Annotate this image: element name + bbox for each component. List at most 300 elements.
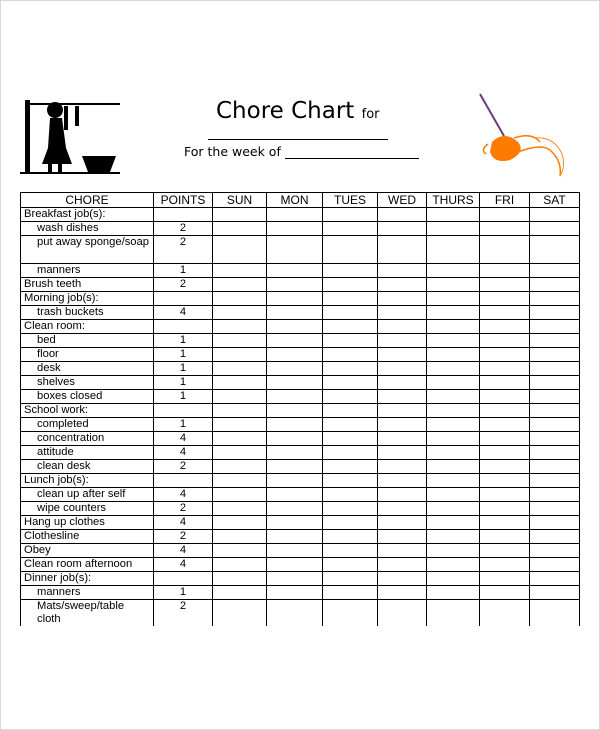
day-cell-tues[interactable]	[323, 558, 378, 572]
day-cell-sat[interactable]	[530, 432, 580, 446]
table-row	[21, 320, 580, 334]
table-row	[21, 222, 580, 236]
day-cell-fri[interactable]	[480, 418, 530, 432]
points-cell: 4	[154, 446, 213, 460]
day-cell-thurs[interactable]	[427, 488, 480, 502]
chore-cell: put away sponge/soap	[21, 236, 154, 264]
table-row	[21, 530, 580, 544]
mop-image	[474, 92, 574, 182]
column-header-wed: WED	[378, 193, 427, 208]
day-cell-mon[interactable]	[267, 432, 323, 446]
day-cell-mon[interactable]	[267, 474, 323, 488]
day-cell-thurs[interactable]	[427, 558, 480, 572]
points-cell: 4	[154, 544, 213, 558]
day-cell-sun[interactable]	[213, 236, 267, 264]
day-cell-mon[interactable]	[267, 502, 323, 516]
day-cell-wed[interactable]	[378, 460, 427, 474]
day-cell-thurs[interactable]	[427, 586, 480, 600]
day-cell-wed[interactable]	[378, 306, 427, 320]
day-cell-wed[interactable]	[378, 278, 427, 292]
points-cell: 4	[154, 558, 213, 572]
chore-cell: manners	[21, 264, 154, 278]
points-cell	[154, 474, 213, 488]
day-cell-fri[interactable]	[480, 334, 530, 348]
day-cell-wed[interactable]	[378, 586, 427, 600]
day-cell-thurs[interactable]	[427, 404, 480, 418]
day-cell-sat[interactable]	[530, 600, 580, 627]
table-row	[21, 208, 580, 222]
day-cell-thurs[interactable]	[427, 320, 480, 334]
day-cell-thurs[interactable]	[427, 502, 480, 516]
day-cell-fri[interactable]	[480, 362, 530, 376]
day-cell-wed[interactable]	[378, 530, 427, 544]
day-cell-wed[interactable]	[378, 236, 427, 264]
points-cell: 1	[154, 348, 213, 362]
day-cell-tues[interactable]	[323, 292, 378, 306]
day-cell-mon[interactable]	[267, 572, 323, 586]
chore-table	[20, 192, 580, 626]
day-cell-sat[interactable]	[530, 404, 580, 418]
chore-cell: School work:	[21, 404, 154, 418]
day-cell-tues[interactable]	[323, 432, 378, 446]
day-cell-fri[interactable]	[480, 530, 530, 544]
points-cell: 1	[154, 264, 213, 278]
points-cell	[154, 208, 213, 222]
points-cell	[154, 320, 213, 334]
chore-cell: Obey	[21, 544, 154, 558]
day-cell-tues[interactable]	[323, 488, 378, 502]
day-cell-wed[interactable]	[378, 334, 427, 348]
points-cell: 2	[154, 278, 213, 292]
points-cell: 4	[154, 306, 213, 320]
day-cell-sun[interactable]	[213, 432, 267, 446]
chore-cell: Lunch job(s):	[21, 474, 154, 488]
day-cell-wed[interactable]	[378, 600, 427, 627]
column-header-sun: SUN	[213, 193, 267, 208]
day-cell-wed[interactable]	[378, 404, 427, 418]
table-row	[21, 404, 580, 418]
table-row	[21, 558, 580, 572]
chore-cell: completed	[21, 418, 154, 432]
day-cell-sat[interactable]	[530, 544, 580, 558]
day-cell-tues[interactable]	[323, 586, 378, 600]
day-cell-sat[interactable]	[530, 446, 580, 460]
day-cell-sat[interactable]	[530, 474, 580, 488]
day-cell-mon[interactable]	[267, 348, 323, 362]
day-cell-fri[interactable]	[480, 460, 530, 474]
points-cell	[154, 404, 213, 418]
name-blank-line[interactable]	[208, 139, 388, 140]
chore-cell: Brush teeth	[21, 278, 154, 292]
page-title	[216, 98, 380, 124]
day-cell-sat[interactable]	[530, 418, 580, 432]
day-cell-sat[interactable]	[530, 558, 580, 572]
day-cell-sat[interactable]	[530, 264, 580, 278]
day-cell-fri[interactable]	[480, 544, 530, 558]
day-cell-thurs[interactable]	[427, 530, 480, 544]
day-cell-tues[interactable]	[323, 222, 378, 236]
table-row	[21, 348, 580, 362]
chore-table-wrapper	[20, 192, 580, 626]
day-cell-wed[interactable]	[378, 264, 427, 278]
day-cell-sun[interactable]	[213, 488, 267, 502]
day-cell-fri[interactable]	[480, 474, 530, 488]
day-cell-wed[interactable]	[378, 348, 427, 362]
day-cell-sun[interactable]	[213, 418, 267, 432]
points-cell: 4	[154, 488, 213, 502]
day-cell-sat[interactable]	[530, 320, 580, 334]
day-cell-tues[interactable]	[323, 544, 378, 558]
day-cell-wed[interactable]	[378, 432, 427, 446]
chore-cell: Hang up clothes	[21, 516, 154, 530]
day-cell-mon[interactable]	[267, 446, 323, 460]
day-cell-fri[interactable]	[480, 208, 530, 222]
day-cell-wed[interactable]	[378, 390, 427, 404]
points-cell: 4	[154, 432, 213, 446]
day-cell-fri[interactable]	[480, 320, 530, 334]
day-cell-tues[interactable]	[323, 278, 378, 292]
chore-cell: wipe counters	[21, 502, 154, 516]
day-cell-tues[interactable]	[323, 348, 378, 362]
points-cell: 1	[154, 390, 213, 404]
points-cell: 2	[154, 460, 213, 474]
chore-cell: floor	[21, 348, 154, 362]
day-cell-sun[interactable]	[213, 404, 267, 418]
day-cell-sat[interactable]	[530, 516, 580, 530]
day-cell-wed[interactable]	[378, 516, 427, 530]
day-cell-mon[interactable]	[267, 390, 323, 404]
day-cell-sat[interactable]	[530, 362, 580, 376]
day-cell-thurs[interactable]	[427, 544, 480, 558]
day-cell-mon[interactable]	[267, 460, 323, 474]
chore-cell: attitude	[21, 446, 154, 460]
day-cell-wed[interactable]	[378, 362, 427, 376]
day-cell-thurs[interactable]	[427, 292, 480, 306]
chore-cell: Dinner job(s):	[21, 572, 154, 586]
table-row	[21, 362, 580, 376]
points-cell: 1	[154, 376, 213, 390]
day-cell-thurs[interactable]	[427, 572, 480, 586]
day-cell-fri[interactable]	[480, 600, 530, 627]
day-cell-sat[interactable]	[530, 292, 580, 306]
title-suffix: for	[361, 107, 380, 122]
day-cell-sun[interactable]	[213, 306, 267, 320]
day-cell-sun[interactable]	[213, 292, 267, 306]
day-cell-thurs[interactable]	[427, 264, 480, 278]
day-cell-fri[interactable]	[480, 236, 530, 264]
day-cell-thurs[interactable]	[427, 474, 480, 488]
day-cell-sat[interactable]	[530, 488, 580, 502]
day-cell-mon[interactable]	[267, 376, 323, 390]
points-cell: 2	[154, 222, 213, 236]
day-cell-thurs[interactable]	[427, 236, 480, 264]
day-cell-thurs[interactable]	[427, 418, 480, 432]
table-row	[21, 390, 580, 404]
week-blank[interactable]	[285, 146, 419, 159]
column-header-fri: FRI	[480, 193, 530, 208]
day-cell-fri[interactable]	[480, 558, 530, 572]
day-cell-wed[interactable]	[378, 502, 427, 516]
column-header-tues: TUES	[323, 193, 378, 208]
table-row	[21, 432, 580, 446]
day-cell-mon[interactable]	[267, 334, 323, 348]
day-cell-fri[interactable]	[480, 516, 530, 530]
day-cell-tues[interactable]	[323, 446, 378, 460]
chore-cell: Clean room afternoon	[21, 558, 154, 572]
day-cell-mon[interactable]	[267, 600, 323, 627]
day-cell-mon[interactable]	[267, 292, 323, 306]
day-cell-tues[interactable]	[323, 208, 378, 222]
day-cell-mon[interactable]	[267, 208, 323, 222]
day-cell-tues[interactable]	[323, 418, 378, 432]
day-cell-thurs[interactable]	[427, 460, 480, 474]
day-cell-fri[interactable]	[480, 586, 530, 600]
points-cell: 2	[154, 236, 213, 264]
day-cell-sat[interactable]	[530, 208, 580, 222]
table-row	[21, 306, 580, 320]
day-cell-thurs[interactable]	[427, 432, 480, 446]
day-cell-thurs[interactable]	[427, 208, 480, 222]
day-cell-sat[interactable]	[530, 572, 580, 586]
table-row	[21, 474, 580, 488]
day-cell-thurs[interactable]	[427, 222, 480, 236]
day-cell-mon[interactable]	[267, 278, 323, 292]
day-cell-wed[interactable]	[378, 474, 427, 488]
day-cell-tues[interactable]	[323, 264, 378, 278]
chore-cell: Breakfast job(s):	[21, 208, 154, 222]
day-cell-sun[interactable]	[213, 558, 267, 572]
day-cell-sat[interactable]	[530, 236, 580, 264]
day-cell-wed[interactable]	[378, 292, 427, 306]
day-cell-wed[interactable]	[378, 222, 427, 236]
chore-cell: Mats/sweep/table cloth	[21, 600, 154, 627]
chore-cell: shelves	[21, 376, 154, 390]
day-cell-fri[interactable]	[480, 502, 530, 516]
chore-cell: concentration	[21, 432, 154, 446]
day-cell-sun[interactable]	[213, 544, 267, 558]
day-cell-thurs[interactable]	[427, 446, 480, 460]
day-cell-sun[interactable]	[213, 530, 267, 544]
week-label: For the week of	[184, 144, 281, 159]
day-cell-sun[interactable]	[213, 278, 267, 292]
day-cell-sun[interactable]	[213, 320, 267, 334]
day-cell-sat[interactable]	[530, 502, 580, 516]
day-cell-sun[interactable]	[213, 502, 267, 516]
day-cell-sun[interactable]	[213, 362, 267, 376]
day-cell-tues[interactable]	[323, 334, 378, 348]
day-cell-tues[interactable]	[323, 460, 378, 474]
day-cell-mon[interactable]	[267, 544, 323, 558]
day-cell-mon[interactable]	[267, 558, 323, 572]
day-cell-mon[interactable]	[267, 222, 323, 236]
day-cell-wed[interactable]	[378, 544, 427, 558]
day-cell-fri[interactable]	[480, 292, 530, 306]
day-cell-fri[interactable]	[480, 390, 530, 404]
day-cell-tues[interactable]	[323, 572, 378, 586]
day-cell-sat[interactable]	[530, 586, 580, 600]
girl-silhouette-image	[20, 98, 120, 176]
day-cell-fri[interactable]	[480, 222, 530, 236]
column-header-chore: CHORE	[21, 193, 154, 208]
day-cell-wed[interactable]	[378, 376, 427, 390]
day-cell-sun[interactable]	[213, 376, 267, 390]
day-cell-sat[interactable]	[530, 530, 580, 544]
day-cell-sat[interactable]	[530, 376, 580, 390]
day-cell-thurs[interactable]	[427, 600, 480, 627]
day-cell-tues[interactable]	[323, 474, 378, 488]
day-cell-thurs[interactable]	[427, 376, 480, 390]
points-cell: 1	[154, 334, 213, 348]
column-header-mon: MON	[267, 193, 323, 208]
day-cell-sun[interactable]	[213, 586, 267, 600]
day-cell-wed[interactable]	[378, 320, 427, 334]
day-cell-fri[interactable]	[480, 446, 530, 460]
day-cell-mon[interactable]	[267, 362, 323, 376]
points-cell	[154, 292, 213, 306]
day-cell-mon[interactable]	[267, 320, 323, 334]
day-cell-thurs[interactable]	[427, 306, 480, 320]
day-cell-thurs[interactable]	[427, 334, 480, 348]
day-cell-wed[interactable]	[378, 572, 427, 586]
day-cell-sat[interactable]	[530, 306, 580, 320]
table-row	[21, 516, 580, 530]
table-row	[21, 418, 580, 432]
points-cell: 1	[154, 418, 213, 432]
chore-cell: trash buckets	[21, 306, 154, 320]
chore-cell: clean up after self	[21, 488, 154, 502]
day-cell-thurs[interactable]	[427, 278, 480, 292]
table-row	[21, 572, 580, 586]
table-row	[21, 586, 580, 600]
day-cell-sun[interactable]	[213, 446, 267, 460]
day-cell-fri[interactable]	[480, 264, 530, 278]
day-cell-thurs[interactable]	[427, 348, 480, 362]
day-cell-sun[interactable]	[213, 390, 267, 404]
column-header-sat: SAT	[530, 193, 580, 208]
points-cell	[154, 572, 213, 586]
day-cell-sat[interactable]	[530, 222, 580, 236]
day-cell-wed[interactable]	[378, 446, 427, 460]
chore-cell: boxes closed	[21, 390, 154, 404]
chore-cell: desk	[21, 362, 154, 376]
day-cell-sun[interactable]	[213, 208, 267, 222]
day-cell-tues[interactable]	[323, 600, 378, 627]
day-cell-thurs[interactable]	[427, 516, 480, 530]
day-cell-sun[interactable]	[213, 600, 267, 627]
table-row	[21, 600, 580, 627]
day-cell-fri[interactable]	[480, 432, 530, 446]
day-cell-mon[interactable]	[267, 530, 323, 544]
day-cell-fri[interactable]	[480, 404, 530, 418]
day-cell-tues[interactable]	[323, 502, 378, 516]
day-cell-wed[interactable]	[378, 558, 427, 572]
day-cell-sat[interactable]	[530, 334, 580, 348]
table-row	[21, 460, 580, 474]
chore-cell: Morning job(s):	[21, 292, 154, 306]
chore-cell: Clothesline	[21, 530, 154, 544]
day-cell-mon[interactable]	[267, 586, 323, 600]
day-cell-tues[interactable]	[323, 320, 378, 334]
day-cell-fri[interactable]	[480, 306, 530, 320]
day-cell-sat[interactable]	[530, 278, 580, 292]
day-cell-sun[interactable]	[213, 348, 267, 362]
day-cell-sun[interactable]	[213, 222, 267, 236]
day-cell-fri[interactable]	[480, 488, 530, 502]
day-cell-sat[interactable]	[530, 348, 580, 362]
day-cell-wed[interactable]	[378, 418, 427, 432]
column-header-points: POINTS	[154, 193, 213, 208]
day-cell-tues[interactable]	[323, 362, 378, 376]
table-row	[21, 502, 580, 516]
day-cell-mon[interactable]	[267, 404, 323, 418]
table-row	[21, 278, 580, 292]
week-of-line	[184, 144, 419, 159]
day-cell-wed[interactable]	[378, 208, 427, 222]
day-cell-mon[interactable]	[267, 488, 323, 502]
header-row	[21, 193, 580, 208]
day-cell-sun[interactable]	[213, 334, 267, 348]
day-cell-fri[interactable]	[480, 278, 530, 292]
day-cell-tues[interactable]	[323, 390, 378, 404]
table-row	[21, 264, 580, 278]
day-cell-wed[interactable]	[378, 488, 427, 502]
day-cell-tues[interactable]	[323, 530, 378, 544]
chore-cell: manners	[21, 586, 154, 600]
points-cell: 2	[154, 502, 213, 516]
day-cell-mon[interactable]	[267, 306, 323, 320]
day-cell-tues[interactable]	[323, 516, 378, 530]
chore-cell: Clean room:	[21, 320, 154, 334]
points-cell: 4	[154, 516, 213, 530]
day-cell-mon[interactable]	[267, 264, 323, 278]
day-cell-tues[interactable]	[323, 306, 378, 320]
table-row	[21, 292, 580, 306]
day-cell-fri[interactable]	[480, 348, 530, 362]
day-cell-fri[interactable]	[480, 572, 530, 586]
day-cell-sat[interactable]	[530, 460, 580, 474]
chore-cell: wash dishes	[21, 222, 154, 236]
table-row	[21, 446, 580, 460]
day-cell-thurs[interactable]	[427, 362, 480, 376]
points-cell: 1	[154, 362, 213, 376]
day-cell-sun[interactable]	[213, 264, 267, 278]
title-text: Chore Chart	[216, 98, 355, 124]
day-cell-sun[interactable]	[213, 516, 267, 530]
points-cell: 1	[154, 586, 213, 600]
day-cell-sun[interactable]	[213, 572, 267, 586]
chore-cell: clean desk	[21, 460, 154, 474]
day-cell-mon[interactable]	[267, 516, 323, 530]
day-cell-mon[interactable]	[267, 236, 323, 264]
day-cell-fri[interactable]	[480, 376, 530, 390]
table-row	[21, 488, 580, 502]
day-cell-tues[interactable]	[323, 376, 378, 390]
table-row	[21, 544, 580, 558]
table-row	[21, 334, 580, 348]
day-cell-mon[interactable]	[267, 418, 323, 432]
day-cell-thurs[interactable]	[427, 390, 480, 404]
day-cell-sun[interactable]	[213, 474, 267, 488]
points-cell: 2	[154, 600, 213, 627]
day-cell-sat[interactable]	[530, 390, 580, 404]
table-row	[21, 376, 580, 390]
points-cell: 2	[154, 530, 213, 544]
day-cell-tues[interactable]	[323, 404, 378, 418]
table-row	[21, 236, 580, 264]
day-cell-sun[interactable]	[213, 460, 267, 474]
day-cell-tues[interactable]	[323, 236, 378, 264]
chore-cell: bed	[21, 334, 154, 348]
